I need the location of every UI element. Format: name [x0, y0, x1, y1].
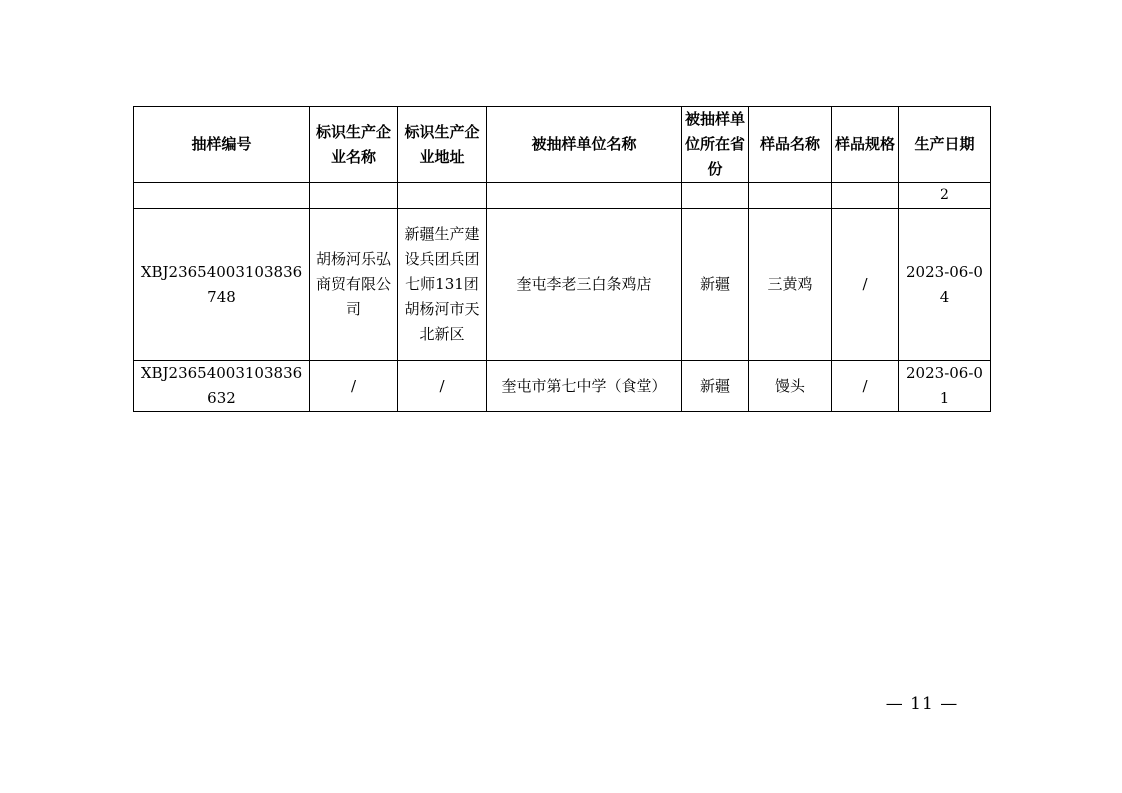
table-cell	[682, 183, 749, 209]
sample-spec-cell: /	[832, 361, 899, 412]
sample-id-cell: XBJ23654003103836748	[134, 209, 310, 361]
province-cell: 新疆	[682, 361, 749, 412]
table-row	[134, 361, 991, 412]
table-cell	[487, 183, 682, 209]
sample-spec-cell: /	[832, 209, 899, 361]
sample-name-cell: 馒头	[749, 361, 832, 412]
table-cell	[832, 183, 899, 209]
continuation-row	[134, 183, 991, 209]
header-row	[134, 107, 991, 183]
table-cell	[134, 183, 310, 209]
header-sample-name: 样品名称	[749, 107, 832, 183]
table-cell	[398, 183, 487, 209]
sample-id-cell: XBJ23654003103836632	[134, 361, 310, 412]
table-cell	[749, 183, 832, 209]
table-cell	[310, 183, 398, 209]
header-manufacturer-name: 标识生产企业名称	[310, 107, 398, 183]
sampled-unit-cell: 奎屯市第七中学（食堂）	[487, 361, 682, 412]
sample-name-cell: 三黄鸡	[749, 209, 832, 361]
manufacturer-name-cell: /	[310, 361, 398, 412]
production-date-cell: 2023-06-04	[899, 209, 991, 361]
header-manufacturer-address: 标识生产企业地址	[398, 107, 487, 183]
header-sample-id: 抽样编号	[134, 107, 310, 183]
province-cell: 新疆	[682, 209, 749, 361]
header-sampled-unit: 被抽样单位名称	[487, 107, 682, 183]
header-province: 被抽样单位所在省份	[682, 107, 749, 183]
header-production-date: 生产日期	[899, 107, 991, 183]
header-sample-spec: 样品规格	[832, 107, 899, 183]
manufacturer-name-cell: 胡杨河乐弘商贸有限公司	[310, 209, 398, 361]
table-cell: 2	[899, 183, 991, 209]
table-row	[134, 209, 991, 361]
page-number: — 11 —	[885, 694, 959, 714]
manufacturer-address-cell: /	[398, 361, 487, 412]
production-date-cell: 2023-06-01	[899, 361, 991, 412]
manufacturer-address-cell: 新疆生产建设兵团兵团七师131团胡杨河市天北新区	[398, 209, 487, 361]
sampling-table	[133, 106, 991, 412]
sampled-unit-cell: 奎屯李老三白条鸡店	[487, 209, 682, 361]
